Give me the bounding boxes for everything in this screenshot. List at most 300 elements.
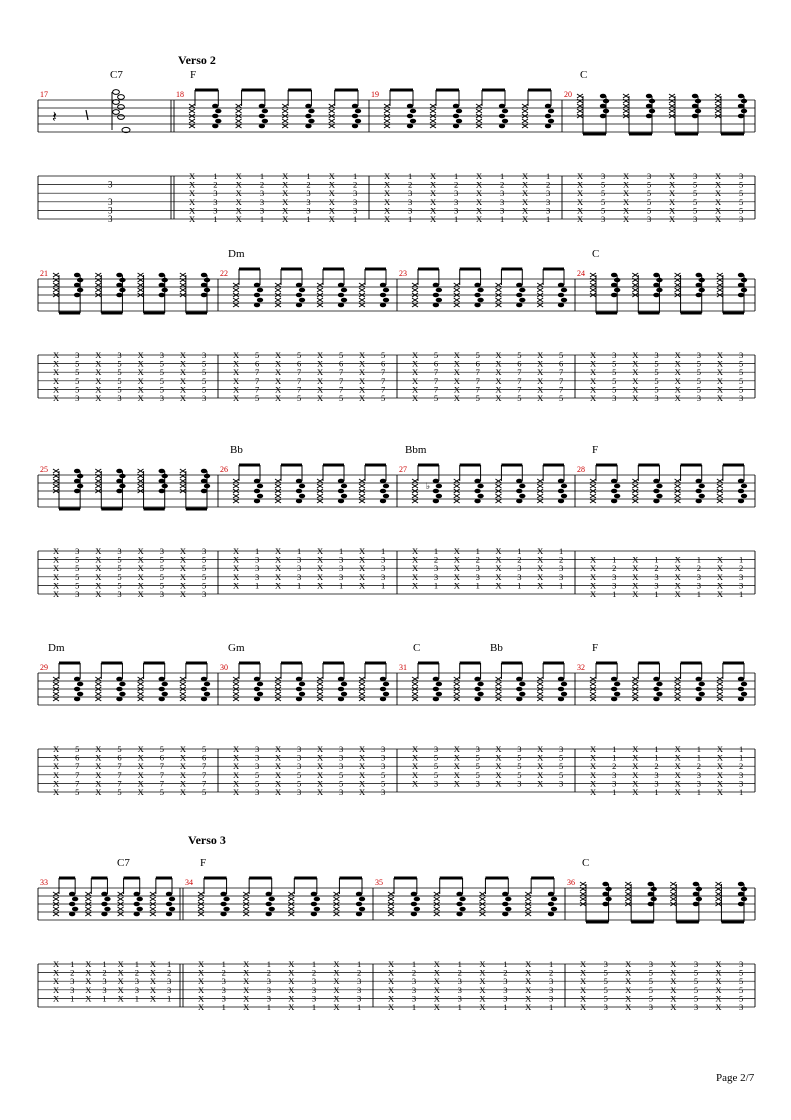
tab-mute: X	[580, 1002, 587, 1012]
tab-mute: X	[95, 778, 102, 789]
tab-fret: 5	[696, 384, 701, 395]
note-head	[356, 912, 362, 917]
muted-strum	[180, 273, 186, 403]
tab-fret: 6	[517, 358, 522, 369]
note-head	[561, 692, 567, 697]
tab-fret: 3	[696, 580, 701, 591]
tab-mute: X	[235, 171, 242, 181]
tab-fret: 6	[559, 358, 564, 369]
tab-mute: X	[674, 350, 681, 360]
tab-mute: X	[479, 976, 486, 987]
tab-mute: X	[198, 993, 205, 1004]
tab-fret: 5	[693, 984, 699, 995]
tab-fret: 5	[739, 984, 744, 995]
measure-29	[40, 662, 210, 798]
tab-fret: 5	[117, 571, 122, 582]
tab-fret: 2	[266, 967, 271, 978]
note-head	[738, 283, 744, 288]
note-head	[600, 104, 606, 109]
tab-mute: X	[632, 752, 639, 763]
note-head	[223, 897, 229, 902]
beam	[186, 312, 207, 315]
tab-mute: X	[669, 205, 676, 216]
tab-fret: 5	[601, 205, 606, 216]
note-head	[433, 697, 439, 702]
tab-fret: 3	[739, 393, 744, 403]
note-head	[646, 114, 652, 119]
tab-mute: X	[674, 554, 681, 565]
tab-fret: 3	[339, 563, 344, 574]
note-head	[558, 677, 564, 682]
tab-mute: X	[590, 554, 597, 565]
tab-fret: 7	[339, 384, 344, 395]
tab-fret: 3	[259, 188, 265, 199]
tab-fret: 3	[381, 787, 386, 797]
note-head	[305, 114, 311, 119]
tab-fret: 5	[255, 350, 260, 360]
note-head	[516, 499, 522, 504]
tab-mute: X	[333, 993, 340, 1004]
beam	[485, 877, 508, 880]
tab-mute: X	[412, 358, 419, 369]
tab-fret: 5	[693, 967, 699, 978]
note-head	[262, 119, 268, 124]
tab-fret: 5	[75, 744, 80, 754]
tab-mute: X	[198, 1002, 205, 1012]
chord-strum	[696, 663, 705, 797]
tab-fret: 3	[457, 984, 462, 995]
tab-fret: 5	[603, 993, 608, 1004]
note-head	[201, 697, 207, 702]
tab-mute: X	[53, 589, 60, 599]
tab-fret: 5	[117, 580, 122, 591]
note-head	[611, 479, 617, 484]
tab-fret: 5	[159, 563, 164, 574]
tab-mute: X	[243, 993, 250, 1004]
tab-fret: 3	[202, 589, 207, 599]
tab-mute: X	[495, 761, 502, 772]
tab-mute: X	[537, 761, 544, 772]
note-head	[159, 697, 165, 702]
tab-mute: X	[95, 393, 102, 403]
note-head	[693, 902, 699, 907]
note-head	[474, 283, 480, 288]
tab-fret: 3	[517, 563, 522, 574]
beam	[390, 89, 413, 92]
beam	[323, 662, 344, 665]
note-head	[204, 682, 210, 687]
beam	[723, 464, 744, 467]
note-head	[558, 303, 564, 308]
tab-mute: X	[412, 384, 419, 395]
beam	[482, 89, 505, 92]
muted-strum	[632, 663, 638, 797]
tab-mute: X	[233, 769, 240, 780]
note-head	[296, 489, 302, 494]
tab-fret: 1	[500, 214, 505, 224]
tab-mute: X	[317, 563, 324, 574]
tab-mute: X	[235, 196, 242, 207]
tab-fret: 3	[311, 993, 317, 1004]
note-head	[201, 479, 207, 484]
tab-fret: 3	[266, 984, 271, 995]
tab-mute: X	[198, 984, 205, 995]
tab-mute: X	[522, 214, 529, 224]
note-head	[77, 682, 83, 687]
tab-fret: 3	[117, 350, 122, 360]
tab-mute: X	[580, 976, 587, 987]
tab-mute: X	[53, 787, 60, 797]
tab-fret: 1	[259, 214, 265, 224]
tab-mute: X	[233, 563, 240, 574]
note-head	[696, 677, 702, 682]
tab-fret: 5	[255, 778, 260, 789]
note-head	[113, 110, 120, 115]
note-head	[738, 882, 744, 887]
tab-mute: X	[412, 393, 419, 403]
tab-fret: 3	[202, 350, 207, 360]
note-head	[653, 273, 659, 278]
note-head	[119, 682, 125, 687]
tab-mute: X	[537, 546, 544, 556]
note-head	[602, 892, 608, 897]
tab-mute: X	[317, 761, 324, 772]
tab-fret: 5	[255, 393, 260, 403]
note-head	[611, 687, 617, 692]
tab-fret: 5	[696, 367, 701, 378]
tab-mute: X	[388, 1002, 395, 1012]
chord-name: F	[592, 444, 599, 456]
measure-number: 28	[577, 465, 585, 474]
tab-mute: X	[412, 563, 419, 574]
tab-mute: X	[715, 984, 722, 995]
chord-strum	[426, 465, 442, 590]
chord-strum	[693, 882, 702, 1012]
note-head	[545, 114, 551, 119]
tab-mute: X	[53, 761, 60, 772]
chord-name: C7	[117, 857, 130, 869]
tab-mute: X	[674, 367, 681, 378]
tab-fret: 3	[647, 171, 652, 181]
tab-fret: 2	[408, 179, 413, 190]
tab-fret: 5	[559, 769, 564, 780]
tab-mute: X	[433, 1002, 440, 1012]
tab-mute: X	[412, 744, 419, 754]
tab-fret: 3	[500, 205, 505, 216]
tab-mute: X	[333, 976, 340, 987]
tab-fret: 3	[693, 1002, 699, 1012]
muted-strum	[670, 882, 676, 1012]
tab-mute: X	[476, 196, 483, 207]
note-head	[474, 303, 480, 308]
beam	[629, 133, 652, 136]
tab-fret: 1	[503, 959, 508, 969]
tab-fret: 1	[517, 546, 522, 556]
note-head	[474, 499, 480, 504]
tab-fret: 3	[693, 214, 698, 224]
tab-fret: 3	[559, 744, 564, 754]
tab-fret: 3	[381, 752, 386, 763]
tab-mute: X	[149, 959, 156, 969]
tab-fret: 1	[297, 546, 302, 556]
tab-mute: X	[590, 752, 597, 763]
tab-mute: X	[233, 384, 240, 395]
note-head	[433, 283, 439, 288]
tab-fret: 3	[612, 580, 617, 591]
beam	[638, 312, 659, 315]
tab-fret: 1	[739, 744, 744, 754]
tab-mute: X	[476, 205, 483, 216]
tab-mute: X	[716, 375, 723, 386]
chord-strum	[433, 269, 442, 403]
note-head	[699, 494, 705, 499]
beam	[365, 464, 386, 467]
note-head	[341, 682, 347, 687]
tab-mute: X	[117, 959, 124, 969]
tab-mute: X	[577, 171, 584, 181]
tab-fret: 3	[696, 350, 701, 360]
note-head	[116, 469, 122, 474]
tab-fret: 1	[457, 959, 462, 969]
note-head	[257, 682, 263, 687]
tab-fret: 6	[255, 358, 260, 369]
tab-fret: 1	[559, 580, 564, 591]
muted-strum	[717, 465, 723, 599]
tab-fret: 5	[696, 358, 701, 369]
tab-fret: 3	[696, 571, 701, 582]
beam	[543, 268, 564, 271]
note-head	[169, 897, 175, 902]
tab-mute: X	[412, 367, 419, 378]
note-head	[653, 677, 659, 682]
chord-strum	[407, 90, 416, 224]
tab-fret: 2	[259, 179, 265, 190]
tab-fret: 6	[75, 752, 80, 763]
tab-fret: 5	[654, 358, 659, 369]
beam	[681, 312, 702, 315]
note-head	[738, 687, 744, 692]
tab-fret: 5	[75, 563, 80, 574]
note-head	[516, 697, 522, 702]
tab-mute: X	[233, 744, 240, 754]
note-head	[296, 677, 302, 682]
tab-fret: 5	[202, 787, 207, 797]
tab-mute: X	[495, 744, 502, 754]
tab-fret: 2	[213, 179, 218, 190]
chord-strum	[653, 273, 662, 403]
beam	[638, 662, 659, 665]
tab-mute: X	[117, 993, 124, 1004]
tab-mute: X	[716, 571, 723, 582]
chord-strum	[558, 663, 567, 788]
note-head	[296, 293, 302, 298]
tab-mute: X	[359, 350, 366, 360]
tab-fret: 6	[339, 358, 344, 369]
tab-fret: 5	[612, 375, 617, 386]
tab-mute: X	[359, 375, 366, 386]
tab-mute: X	[288, 993, 295, 1004]
note-head	[269, 907, 275, 912]
tab-mute: X	[233, 571, 240, 582]
tab-fret: 7	[159, 761, 164, 772]
tab-mute: X	[233, 393, 240, 403]
tab-fret: 5	[255, 769, 260, 780]
beam	[586, 921, 609, 924]
tab-fret: 1	[381, 580, 386, 591]
note-head	[383, 484, 389, 489]
tab-mute: X	[85, 993, 92, 1004]
chord-name: Gm	[228, 642, 245, 654]
tab-fret: 1	[696, 589, 701, 599]
tab-mute: X	[632, 769, 639, 780]
tab-mute: X	[85, 967, 92, 978]
note-head	[738, 489, 744, 494]
tab-fret: 5	[475, 393, 480, 403]
tab-fret: 3	[739, 571, 744, 582]
note-head	[741, 484, 747, 489]
tab-mute: X	[282, 179, 289, 190]
tab-mute: X	[453, 393, 460, 403]
tab-fret: 1	[433, 580, 439, 591]
tab-fret: 1	[408, 214, 413, 224]
tab-mute: X	[288, 976, 295, 987]
note-head	[299, 484, 305, 489]
note-head	[118, 95, 125, 100]
tab-fret: 3	[108, 205, 113, 216]
tab-fret: 3	[70, 984, 75, 995]
beam	[528, 89, 551, 92]
tab-fret: 3	[339, 761, 344, 772]
beam	[638, 464, 659, 467]
beam	[596, 464, 617, 467]
beam	[596, 662, 617, 665]
tab-mute: X	[433, 959, 440, 969]
tab-mute: X	[317, 580, 324, 591]
note-head	[558, 479, 564, 484]
tab-mute: X	[233, 554, 240, 565]
tab-fret: 3	[546, 205, 551, 216]
tab-fret: 5	[739, 188, 744, 199]
tab-fret: 5	[117, 375, 122, 386]
tab-mute: X	[577, 205, 584, 216]
tab-mute: X	[95, 787, 102, 797]
tab-mute: X	[317, 367, 324, 378]
tab-fret: 3	[739, 1002, 744, 1012]
tab-fret: 3	[739, 959, 744, 969]
tab-fret: 5	[297, 769, 302, 780]
tab-fret: 6	[117, 752, 122, 763]
tab-mute: X	[479, 1002, 486, 1012]
tab-mute: X	[716, 752, 723, 763]
muted-strum	[138, 273, 144, 403]
measure-31	[399, 662, 567, 789]
tab-mute: X	[525, 984, 532, 995]
note-head	[380, 479, 386, 484]
tab-mute: X	[430, 188, 437, 199]
tab-mute: X	[149, 967, 156, 978]
chord-strum	[653, 663, 662, 797]
tab-mute: X	[137, 393, 144, 403]
note-head	[299, 682, 305, 687]
beam	[249, 877, 272, 880]
tab-fret: 7	[202, 769, 207, 780]
note-head	[220, 912, 226, 917]
note-head	[653, 293, 659, 298]
tab-fret: 2	[457, 967, 462, 978]
tab-mute: X	[359, 571, 366, 582]
tab-fret: 5	[202, 358, 207, 369]
tab-fret: 2	[696, 563, 701, 574]
note-head	[502, 902, 508, 907]
measure-number: 29	[40, 663, 48, 672]
tab-fret: 2	[549, 967, 554, 978]
tab-mute: X	[453, 744, 460, 754]
beam	[144, 508, 165, 511]
tab-mute: X	[495, 563, 502, 574]
note-head	[474, 489, 480, 494]
tab-mute: X	[275, 563, 282, 574]
tab-fret: 7	[202, 778, 207, 789]
tab-mute: X	[137, 787, 144, 797]
tab-fret: 1	[339, 580, 344, 591]
tab-mute: X	[495, 554, 502, 565]
muted-strum	[95, 663, 101, 797]
note-head	[159, 687, 165, 692]
muted-strum	[623, 94, 629, 224]
tab-fret: 7	[475, 384, 480, 395]
tab-mute: X	[243, 959, 250, 969]
tab-fret: 5	[159, 384, 164, 395]
beam	[239, 268, 260, 271]
tab-fret: 1	[454, 171, 459, 181]
tab-mute: X	[537, 350, 544, 360]
tab-fret: 5	[297, 350, 302, 360]
tab-mute: X	[525, 967, 532, 978]
tab-mute: X	[53, 778, 60, 789]
tab-mute: X	[577, 179, 584, 190]
tab-mute: X	[670, 959, 677, 969]
note-head	[266, 892, 272, 897]
note-head	[166, 892, 172, 897]
note-head	[116, 687, 122, 692]
note-head	[338, 697, 344, 702]
tab-mute: X	[590, 761, 597, 772]
tab-fret: 3	[102, 976, 107, 987]
tab-mute: X	[537, 571, 544, 582]
measure-number: 22	[220, 269, 228, 278]
muted-strum	[537, 663, 543, 788]
tab-mute: X	[537, 580, 544, 591]
tab-mute: X	[117, 967, 124, 978]
note-head	[352, 114, 358, 119]
note-head	[119, 692, 125, 697]
tab-fret: 3	[266, 993, 271, 1004]
chord-strum	[600, 94, 609, 224]
muted-strum	[138, 469, 144, 599]
tab-mute: X	[590, 580, 597, 591]
tab-fret: 5	[693, 188, 698, 199]
tab-fret: 5	[559, 761, 564, 772]
tab-mute: X	[525, 1002, 532, 1012]
tab-fret: 5	[159, 571, 164, 582]
tab-fret: 5	[601, 196, 606, 207]
note-head	[602, 902, 608, 907]
tab-fret: 3	[381, 563, 386, 574]
tab-fret: 5	[647, 196, 652, 207]
note-head	[433, 479, 439, 484]
note-head	[101, 912, 107, 917]
muted-strum	[717, 663, 723, 797]
